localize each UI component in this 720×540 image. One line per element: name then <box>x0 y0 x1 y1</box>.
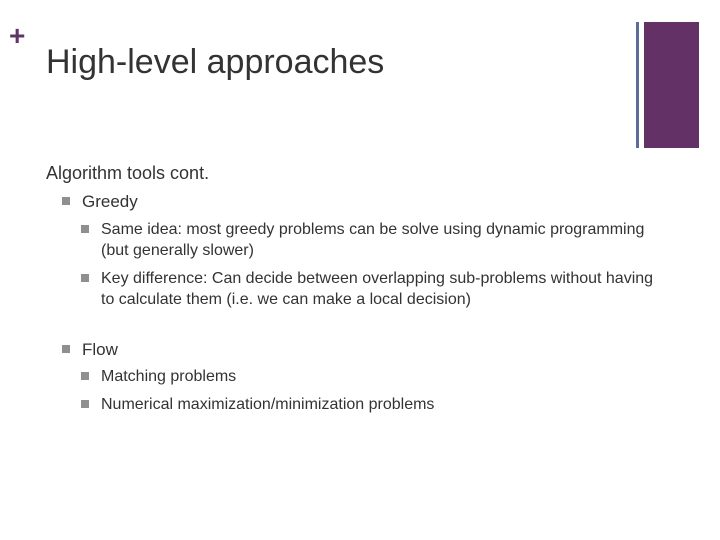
square-bullet-icon <box>62 345 70 353</box>
square-bullet-icon <box>81 225 89 233</box>
list-item-label: Greedy <box>82 192 138 211</box>
sub-list-item <box>101 394 661 415</box>
list-item-label: Flow <box>82 340 118 359</box>
sub-list-item-label: Numerical maximization/minimization problems <box>101 396 435 413</box>
square-bullet-icon <box>81 274 89 282</box>
sub-list-item-label: Key difference: Can decide between overlapping sub-problems without having to calculate them (i.e. we can make a local decision) <box>101 270 654 308</box>
list-item-flow <box>82 339 118 360</box>
sub-list-item <box>101 268 661 310</box>
sub-list-item-label: Same idea: most greedy problems can be solve using dynamic programming (but generally slower) <box>101 221 645 259</box>
sub-list-item <box>101 366 661 387</box>
slide-title: High-level approaches <box>46 43 385 81</box>
square-bullet-icon <box>81 372 89 380</box>
sub-list-item <box>101 219 661 261</box>
sub-list-item-label: Matching problems <box>101 368 237 385</box>
plus-icon: + <box>9 20 26 51</box>
section-heading: Algorithm tools cont. <box>46 163 210 183</box>
square-bullet-icon <box>62 197 70 205</box>
square-bullet-icon <box>81 400 89 408</box>
list-item-greedy <box>82 191 138 212</box>
